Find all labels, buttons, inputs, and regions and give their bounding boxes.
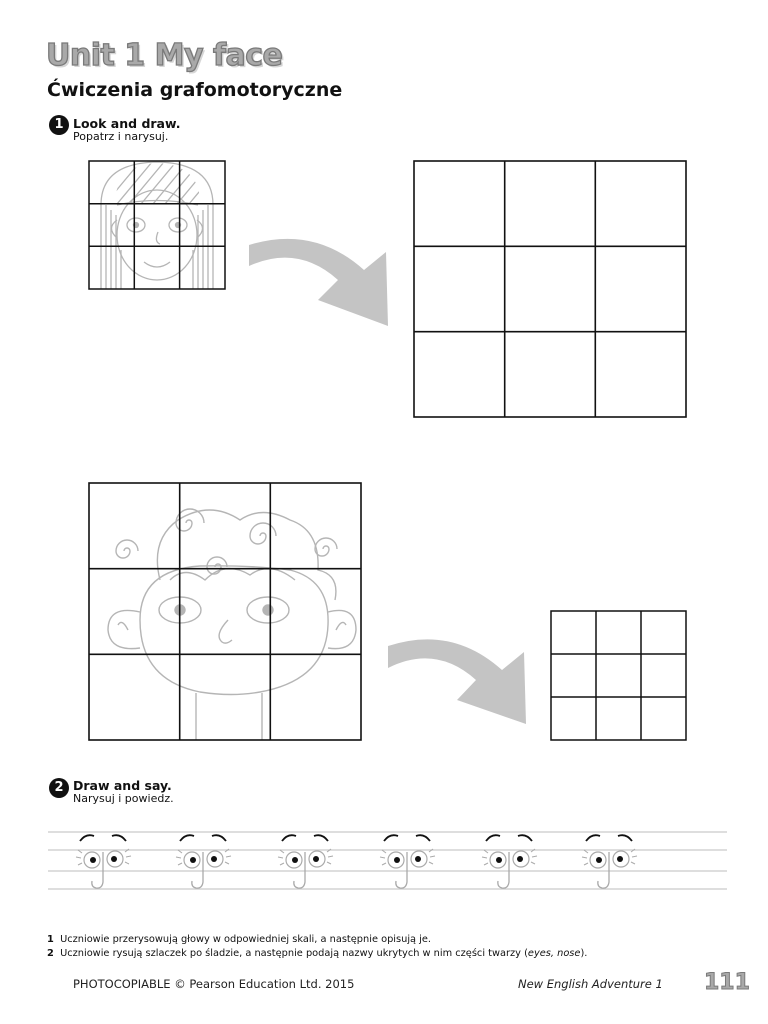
note-1-number: 1 [47, 934, 54, 945]
note-2 [47, 948, 587, 959]
small-empty-grid [551, 611, 686, 740]
footer-book-title: New English Adventure 1 [518, 977, 663, 991]
curved-arrow-icon [249, 239, 388, 326]
exercise-1-number: 1 [49, 115, 69, 135]
note-2-italic: eyes, nose [527, 948, 581, 959]
note-2-end: ). [580, 948, 588, 959]
curly-face-trace-icon [108, 509, 356, 740]
exercise-1-instruction-pl: Popatrz i narysuj. [73, 130, 169, 143]
note-2-text: Uczniowie rysują szlaczek po śladzie, a następnie podają nazwy ukrytych w nim części twarzy ( [60, 948, 528, 959]
page-number: 111 [704, 970, 750, 995]
exercise-2-instruction-en: Draw and say. [73, 778, 172, 793]
curved-arrow-icon [388, 639, 526, 724]
large-empty-grid [414, 161, 686, 417]
large-face-grid [89, 483, 361, 740]
page-subtitle: Ćwiczenia grafomotoryczne [47, 79, 343, 101]
note-1 [47, 934, 431, 945]
face-pattern-trace [76, 835, 637, 888]
note-2-number: 2 [47, 948, 54, 959]
face-trace-icon [76, 835, 131, 888]
exercise-2-number: 2 [49, 778, 69, 798]
unit-title: Unit 1 My face [46, 38, 283, 73]
small-face-grid [89, 150, 234, 290]
exercise-2-instruction-pl: Narysuj i powiedz. [73, 792, 174, 805]
footer-copyright: PHOTOCOPIABLE © Pearson Education Ltd. 2015 [73, 977, 355, 991]
note-1-text: Uczniowie przerysowują głowy w odpowiedniej skali, a następnie opisują je. [60, 934, 432, 945]
exercise-1-instruction-en: Look and draw. [73, 116, 181, 131]
girl-face-trace-icon [100, 150, 234, 290]
